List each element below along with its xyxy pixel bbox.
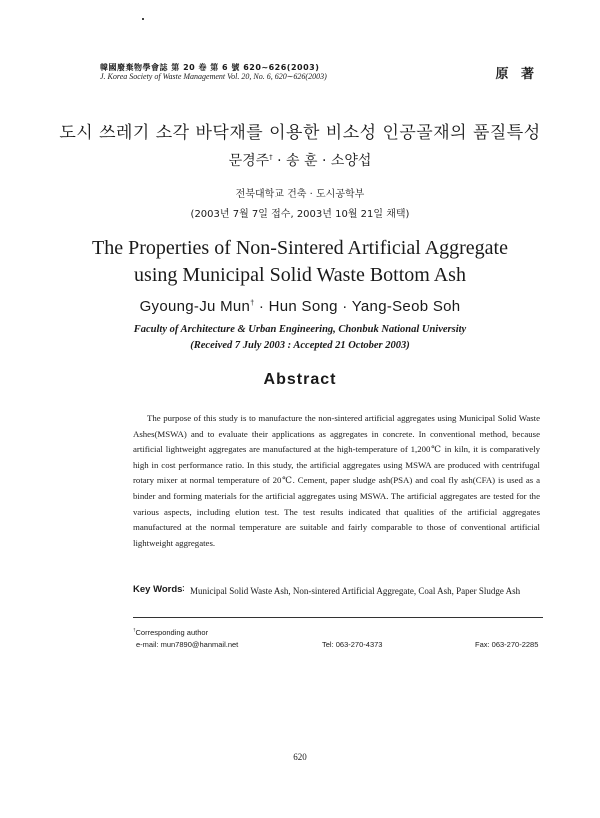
footnote-fax: Fax: 063-270-2285 [475,640,539,649]
affiliation-english: Faculty of Architecture & Urban Engineering, Chonbuk National University [133,324,467,335]
abstract-heading: Abstract [263,371,337,388]
footnote-label [133,628,208,637]
footnote-divider [133,617,543,618]
abstract-body: The purpose of this study is to manufacture the non-sintered artificial aggregates using Municipal Solid Waste Ashes(MSWA) and to evaluate their applications as aggregates in concrete. In conventional method, because artificial lightweight aggregates are manufactured at the high-temperature of 1,200℃ in kiln, it is comparatively high in cost performance ratio. In this study, the artificial aggregates using MSWA are produced with centrifugal rotary mixer at normal temperature of 20℃. Cement, paper sludge ash(PSA) and coal fly ash(CFA) is used as a binder and forming materials for the artificial aggregates using MSWA. The artificial aggregates are tested for the various aspects, including elution test. The test results indicated that qualities of the artificial aggregates manufactured at the normal temperature are suitable and fairly comparable to those of conventional artificial lightweight aggregates. [133,413,540,548]
footnote-tel: Tel: 063-270-4373 [322,640,383,649]
paper-title-korean: 도시 쓰레기 소각 바닥재를 이용한 비소성 인공골재의 품질특성 [59,123,541,143]
affiliation-english-block [0,322,600,354]
title-english-line-2: using Municipal Solid Waste Bottom Ash [134,264,466,286]
dagger-mark: † [269,153,273,162]
corresponding-author-label: Corresponding author [135,628,209,637]
keywords-colon: : [182,583,185,594]
co-authors-korean: · 송 훈 · 소양섭 [277,153,372,169]
page-number: 620 [293,752,307,762]
authors-english [0,298,600,315]
journal-name-korean: 韓國廢棄物學會誌 第 20 卷 第 6 號 620∼626(2003) [100,63,320,72]
footnote-email: e-mail: mun7890@hanmail.net [136,640,239,649]
keywords-text: Municipal Solid Waste Ash, Non-sintered Artificial Aggregate, Coal Ash, Paper Sludge Ash [190,586,521,596]
dates-english: (Received 7 July 2003 : Accepted 21 October 2003) [190,340,410,351]
corresponding-author-english: Gyoung-Ju Mun [139,298,251,315]
corresponding-author-korean: 문경주 [228,153,270,169]
keywords-label: Key Words [133,584,183,595]
dagger-mark: † [250,300,255,307]
dates-korean: (2003년 7월 7일 접수, 2003년 10월 21일 채택) [190,209,410,220]
co-authors-english: · Hun Song · Yang-Seob Soh [254,298,461,315]
authors-korean [0,150,600,170]
title-english-line-1: The Properties of Non-Sintered Artificial Aggregate [92,237,508,259]
article-type-badge: 原 著 [495,67,538,82]
speck-mark [142,18,144,20]
paper-title-english [0,235,600,289]
journal-name-english: J. Korea Society of Waste Management Vol. 20, No. 6, 620∼626(2003) [100,72,327,81]
footnote-dagger: † [133,627,136,633]
affiliation-korean: 전북대학교 건축 · 도시공학부 [235,189,365,200]
